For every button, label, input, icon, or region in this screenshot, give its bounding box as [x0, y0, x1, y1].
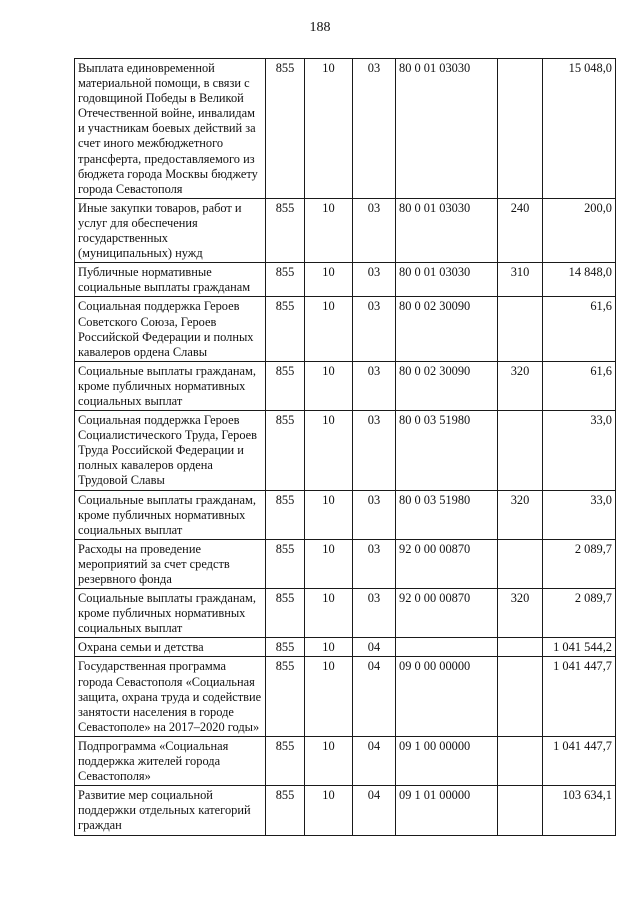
expense-name-cell: Социальные выплаты гражданам, кроме публичных нормативных социальных выплат: [75, 490, 266, 539]
table-row: [75, 490, 616, 539]
table-row: [75, 263, 616, 297]
expense-name-cell: Выплата единовременной материальной помощи, в связи с годовщиной Победы в Великой Отечественной войне, инвалидам и участникам боевых действий за счет иного межбюджетного трансферта, предоставляемого из бюджета города Москвы бюджету города Севастополя: [75, 59, 266, 199]
expense-name-cell: Подпрограмма «Социальная поддержка жителей города Севастополя»: [75, 736, 266, 785]
expense-type-cell: 320: [498, 361, 543, 410]
subsection-code-cell: 03: [353, 198, 396, 262]
subsection-code-cell: 03: [353, 59, 396, 199]
expense-type-cell: 320: [498, 490, 543, 539]
expense-type-cell: [498, 657, 543, 736]
expense-type-cell: [498, 59, 543, 199]
expense-type-cell: 310: [498, 263, 543, 297]
expense-name-cell: Иные закупки товаров, работ и услуг для обеспечения государственных (муниципальных) нужд: [75, 198, 266, 262]
section-code-cell: 10: [305, 490, 353, 539]
expense-type-cell: [498, 539, 543, 588]
subsection-code-cell: 04: [353, 736, 396, 785]
expense-type-cell: 240: [498, 198, 543, 262]
target-article-cell: [396, 638, 498, 657]
target-article-cell: 80 0 03 51980: [396, 411, 498, 490]
expense-type-cell: [498, 736, 543, 785]
subsection-code-cell: 04: [353, 786, 396, 835]
section-code-cell: 10: [305, 59, 353, 199]
department-code-cell: 855: [266, 736, 305, 785]
target-article-cell: 80 0 01 03030: [396, 59, 498, 199]
expense-name-cell: Развитие мер социальной поддержки отдельных категорий граждан: [75, 786, 266, 835]
expense-type-cell: [498, 297, 543, 361]
department-code-cell: 855: [266, 657, 305, 736]
section-code-cell: 10: [305, 263, 353, 297]
target-article-cell: 80 0 01 03030: [396, 198, 498, 262]
subsection-code-cell: 03: [353, 490, 396, 539]
page-number: 188: [309, 20, 331, 35]
subsection-code-cell: 03: [353, 263, 396, 297]
department-code-cell: 855: [266, 490, 305, 539]
amount-cell: 14 848,0: [543, 263, 616, 297]
expense-name-cell: Социальные выплаты гражданам, кроме публичных нормативных социальных выплат: [75, 361, 266, 410]
expense-name-cell: Публичные нормативные социальные выплаты гражданам: [75, 263, 266, 297]
department-code-cell: 855: [266, 59, 305, 199]
amount-cell: 2 089,7: [543, 589, 616, 638]
expense-name-cell: Государственная программа города Севастополя «Социальная защита, охрана труда и содействие занятости населения в городе Севастополе» на 2017–2020 годы»: [75, 657, 266, 736]
target-article-cell: 09 0 00 00000: [396, 657, 498, 736]
subsection-code-cell: 03: [353, 589, 396, 638]
table-row: [75, 361, 616, 410]
amount-cell: 2 089,7: [543, 539, 616, 588]
section-code-cell: 10: [305, 786, 353, 835]
budget-table-body: [75, 59, 616, 836]
expense-name-cell: Социальная поддержка Героев Советского Союза, Героев Российской Федерации и полных кавалеров ордена Славы: [75, 297, 266, 361]
table-row: [75, 539, 616, 588]
table-row: [75, 411, 616, 490]
target-article-cell: 92 0 00 00870: [396, 539, 498, 588]
expense-name-cell: Социальные выплаты гражданам, кроме публичных нормативных социальных выплат: [75, 589, 266, 638]
section-code-cell: 10: [305, 589, 353, 638]
amount-cell: 61,6: [543, 297, 616, 361]
department-code-cell: 855: [266, 411, 305, 490]
section-code-cell: 10: [305, 198, 353, 262]
amount-cell: 33,0: [543, 411, 616, 490]
department-code-cell: 855: [266, 361, 305, 410]
table-row: [75, 736, 616, 785]
amount-cell: 1 041 447,7: [543, 657, 616, 736]
table-row: [75, 59, 616, 199]
section-code-cell: 10: [305, 736, 353, 785]
target-article-cell: 80 0 03 51980: [396, 490, 498, 539]
expense-name-cell: Расходы на проведение мероприятий за счет средств резервного фонда: [75, 539, 266, 588]
target-article-cell: 09 1 01 00000: [396, 786, 498, 835]
amount-cell: 33,0: [543, 490, 616, 539]
department-code-cell: 855: [266, 297, 305, 361]
expense-name-cell: Охрана семьи и детства: [75, 638, 266, 657]
amount-cell: 1 041 447,7: [543, 736, 616, 785]
department-code-cell: 855: [266, 589, 305, 638]
amount-cell: 61,6: [543, 361, 616, 410]
table-row: [75, 297, 616, 361]
subsection-code-cell: 03: [353, 297, 396, 361]
table-row: [75, 657, 616, 736]
department-code-cell: 855: [266, 198, 305, 262]
section-code-cell: 10: [305, 361, 353, 410]
table-row: [75, 198, 616, 262]
budget-table: [74, 58, 616, 836]
amount-cell: 200,0: [543, 198, 616, 262]
subsection-code-cell: 03: [353, 539, 396, 588]
subsection-code-cell: 04: [353, 638, 396, 657]
section-code-cell: 10: [305, 539, 353, 588]
amount-cell: 103 634,1: [543, 786, 616, 835]
department-code-cell: 855: [266, 786, 305, 835]
expense-name-cell: Социальная поддержка Героев Социалистического Труда, Героев Труда Российской Федерации и полных кавалеров ордена Трудовой Славы: [75, 411, 266, 490]
section-code-cell: 10: [305, 297, 353, 361]
department-code-cell: 855: [266, 638, 305, 657]
section-code-cell: 10: [305, 657, 353, 736]
department-code-cell: 855: [266, 263, 305, 297]
amount-cell: 15 048,0: [543, 59, 616, 199]
subsection-code-cell: 03: [353, 361, 396, 410]
target-article-cell: 92 0 00 00870: [396, 589, 498, 638]
target-article-cell: 09 1 00 00000: [396, 736, 498, 785]
department-code-cell: 855: [266, 539, 305, 588]
table-row: [75, 589, 616, 638]
table-row: [75, 638, 616, 657]
amount-cell: 1 041 544,2: [543, 638, 616, 657]
section-code-cell: 10: [305, 411, 353, 490]
section-code-cell: 10: [305, 638, 353, 657]
subsection-code-cell: 04: [353, 657, 396, 736]
target-article-cell: 80 0 02 30090: [396, 297, 498, 361]
table-row: [75, 786, 616, 835]
expense-type-cell: [498, 786, 543, 835]
expense-type-cell: [498, 638, 543, 657]
target-article-cell: 80 0 02 30090: [396, 361, 498, 410]
expense-type-cell: [498, 411, 543, 490]
target-article-cell: 80 0 01 03030: [396, 263, 498, 297]
subsection-code-cell: 03: [353, 411, 396, 490]
expense-type-cell: 320: [498, 589, 543, 638]
